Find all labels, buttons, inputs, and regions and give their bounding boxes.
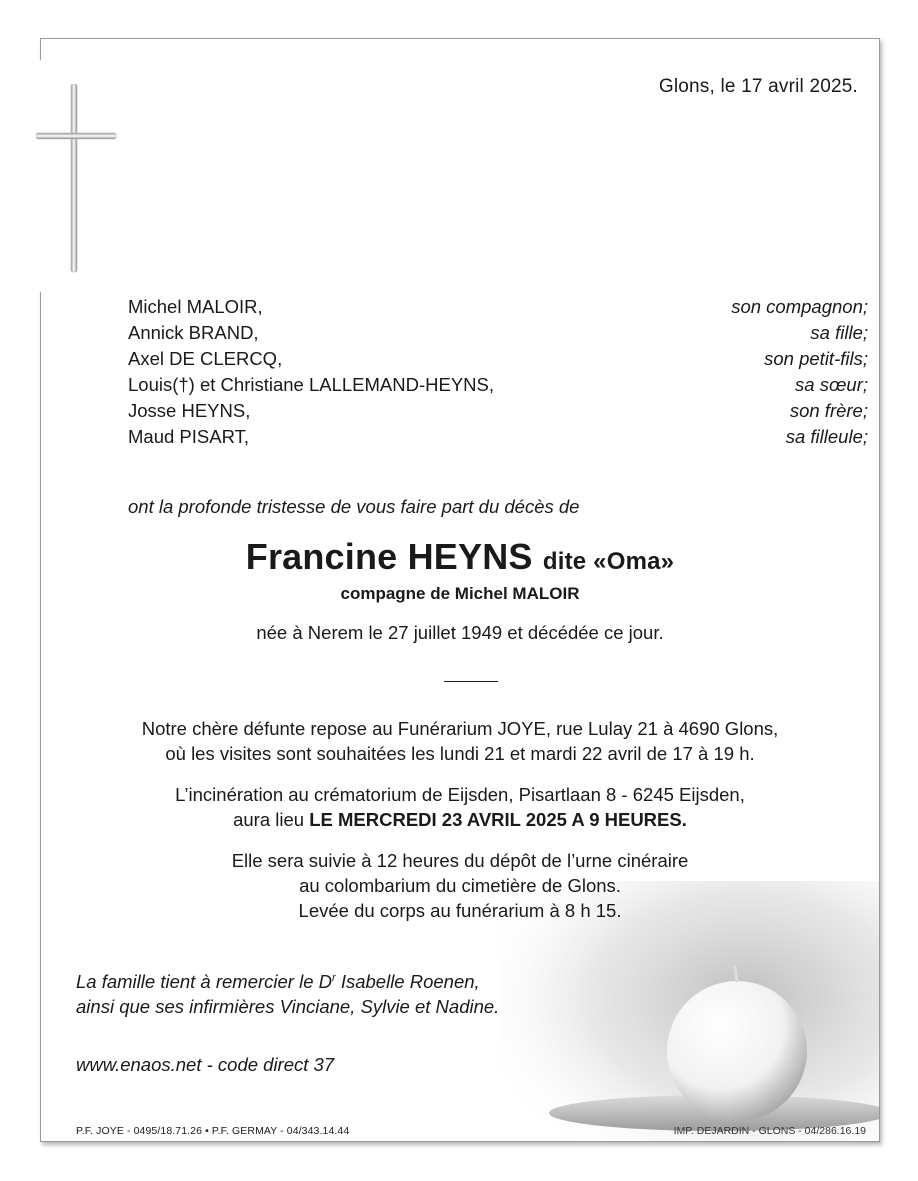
family-row [128,398,868,424]
family-member-relation: sa fille; [810,322,868,343]
deceased-companion: compagne de Michel MALOIR [340,584,580,603]
family-member-relation: son petit-fils; [764,348,868,369]
family-member-relation: son frère; [789,400,868,421]
family-member-name: Maud PISART, [128,426,249,447]
family-row [128,320,868,346]
family-member-relation: son compagnon; [731,296,868,317]
urn-paragraph [40,848,880,923]
thanks-paragraph [76,966,499,1019]
urn-line-2: au colombarium du cimetière de Glons. [299,875,621,896]
family-member-relation: sa filleule; [785,426,868,447]
website-line: www.enaos.net - code direct 37 [76,1054,335,1075]
family-member-name: Michel MALOIR, [128,296,263,317]
footer-printer: IMP. DEJARDIN - GLONS - 04/286.16.19 [673,1125,866,1137]
family-member-name: Josse HEYNS, [128,400,251,421]
cremation-line-1: L’incinération au crématorium de Eijsden, Pisartlaan 8 - 6245 Eijsden, [175,784,745,805]
rest-line-1: Notre chère défunte repose au Funérarium JOYE, rue Lulay 21 à 4690 Glons, [141,718,779,739]
family-member-name: Louis(†) et Christiane LALLEMAND-HEYNS, [128,374,495,395]
announcement-text: ont la profonde tristesse de vous faire part du décès de [128,496,580,517]
cross-icon [36,84,118,274]
cremation-paragraph [40,782,880,832]
birth-death-line: née à Nerem le 27 juillet 1949 et décédée ce jour. [256,622,664,643]
thanks-line-2: ainsi que ses infirmières Vinciane, Sylvie et Nadine. [76,996,500,1018]
thanks-prefix: La famille tient à remercier le D [76,971,333,993]
deceased-name: Francine HEYNS [245,536,533,577]
cremation-line-2 [40,807,880,832]
family-row [128,346,868,372]
family-member-name: Axel DE CLERCQ, [128,348,283,369]
family-member-relation: sa sœur; [795,374,868,395]
thanks-superscript: r [332,972,336,984]
cremation-prefix: aura lieu [233,809,310,830]
date-line: Glons, le 17 avril 2025. [658,76,858,97]
thanks-line-1 [76,966,499,994]
rest-paragraph [40,716,880,766]
thanks-suffix: Isabelle Roenen, [335,971,480,993]
family-row [128,424,868,450]
deceased-name-line [40,536,880,578]
deceased-alias: dite «Oma» [542,548,675,575]
family-member-name: Annick BRAND, [128,322,259,343]
cremation-date: LE MERCREDI 23 AVRIL 2025 A 9 HEURES. [309,809,687,830]
urn-line-3: Levée du corps au funérarium à 8 h 15. [298,900,622,921]
rest-line-2: où les visites sont souhaitées les lundi 21 et mardi 22 avril de 17 à 19 h. [165,743,755,764]
urn-line-1: Elle sera suivie à 12 heures du dépôt de l’urne cinéraire [231,850,689,871]
family-row [128,372,868,398]
section-divider [444,681,498,682]
family-row [128,294,868,320]
family-list [128,294,868,450]
footer-funeral-homes: P.F. JOYE - 0495/18.71.26 • P.F. GERMAY - 04/343.14.44 [76,1125,350,1137]
